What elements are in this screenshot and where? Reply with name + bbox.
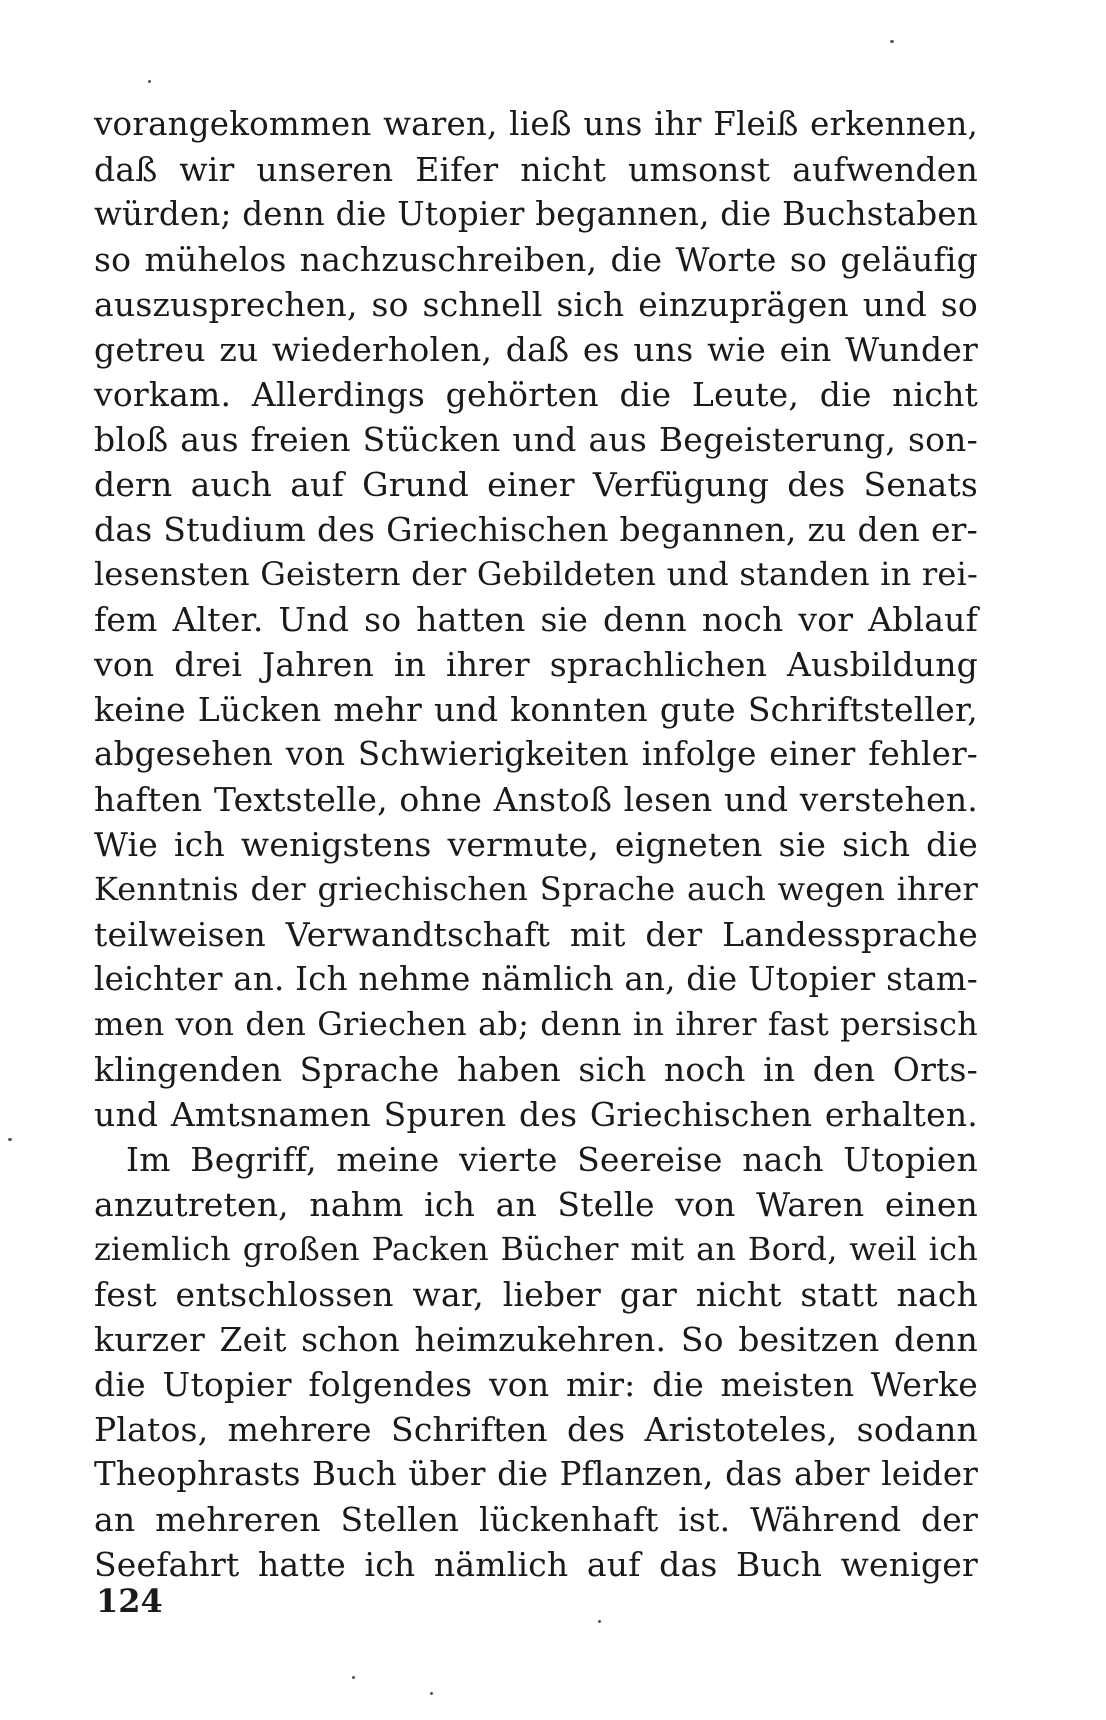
- body-text: [94, 102, 978, 1587]
- text-line: vorangekommen waren, ließ uns ihr Fleiß erkennen,: [94, 105, 978, 143]
- text-line: fest entschlossen war, lieber gar nicht statt nach: [94, 1275, 978, 1314]
- text-line: Theophrasts Buch über die Pflanzen, das aber leider: [94, 1455, 978, 1493]
- paragraph-start-line: Im Begriff, meine vierte Seereise nach Utopien: [126, 1140, 978, 1179]
- text-line: kurzer Zeit schon heimzukehren. So besitzen denn: [94, 1320, 978, 1359]
- text-line: men von den Griechen ab; denn in ihrer fast persisch: [94, 1005, 978, 1043]
- text-line: das Studium des Griechischen begannen, zu den er-: [94, 510, 978, 549]
- text-line: Wie ich wenigstens vermute, eigneten sie sich die: [94, 825, 978, 864]
- text-line: würden; denn die Utopier begannen, die Buchstaben: [94, 195, 978, 233]
- text-line: von drei Jahren in ihrer sprachlichen Ausbildung: [94, 645, 978, 684]
- scan-speck: [8, 1138, 12, 1141]
- page-number: 124: [96, 1582, 163, 1620]
- text-line: keine Lücken mehr und konnten gute Schriftsteller,: [94, 690, 978, 729]
- text-line: an mehreren Stellen lückenhaft ist. Während der: [94, 1500, 978, 1539]
- text-line: vorkam. Allerdings gehörten die Leute, die nicht: [94, 375, 978, 414]
- scan-speck: [148, 80, 151, 83]
- text-line: bloß aus freien Stücken und aus Begeisterung, son-: [94, 420, 978, 459]
- text-line: Seefahrt hatte ich nämlich auf das Buch weniger: [94, 1545, 978, 1584]
- scan-speck: [430, 1692, 433, 1695]
- text-line: ziemlich großen Packen Bücher mit an Bord, weil ich: [94, 1230, 978, 1268]
- text-line: Kenntnis der griechischen Sprache auch wegen ihrer: [94, 870, 978, 908]
- text-line: und Amtsnamen Spuren des Griechischen erhalten.: [94, 1095, 978, 1134]
- text-line: leichter an. Ich nehme nämlich an, die Utopier stam-: [94, 960, 978, 998]
- text-line: dern auch auf Grund einer Verfügung des Senats: [94, 465, 978, 504]
- text-line: fem Alter. Und so hatten sie denn noch vor Ablauf: [94, 600, 978, 639]
- text-line: Platos, mehrere Schriften des Aristoteles, sodann: [94, 1410, 978, 1449]
- text-line: getreu zu wiederholen, daß es uns wie ein Wunder: [94, 330, 978, 369]
- text-line: die Utopier folgendes von mir: die meisten Werke: [94, 1365, 978, 1404]
- scan-speck: [352, 1676, 355, 1679]
- text-line: auszusprechen, so schnell sich einzuprägen und so: [94, 285, 978, 324]
- text-line: abgesehen von Schwierigkeiten infolge einer fehler-: [94, 735, 978, 773]
- text-line: anzutreten, nahm ich an Stelle von Waren einen: [94, 1185, 978, 1224]
- text-line: daß wir unseren Eifer nicht umsonst aufwenden: [94, 150, 978, 189]
- text-line: teilweisen Verwandtschaft mit der Landessprache: [94, 915, 978, 954]
- text-line: haften Textstelle, ohne Anstoß lesen und verstehen.: [94, 780, 978, 819]
- text-line: klingenden Sprache haben sich noch in den Orts-: [94, 1050, 978, 1089]
- scan-speck: [598, 1620, 601, 1623]
- text-line: lesensten Geistern der Gebildeten und standen in rei-: [94, 555, 978, 593]
- scan-speck: [890, 40, 894, 43]
- text-line: so mühelos nachzuschreiben, die Worte so geläufig: [94, 240, 978, 279]
